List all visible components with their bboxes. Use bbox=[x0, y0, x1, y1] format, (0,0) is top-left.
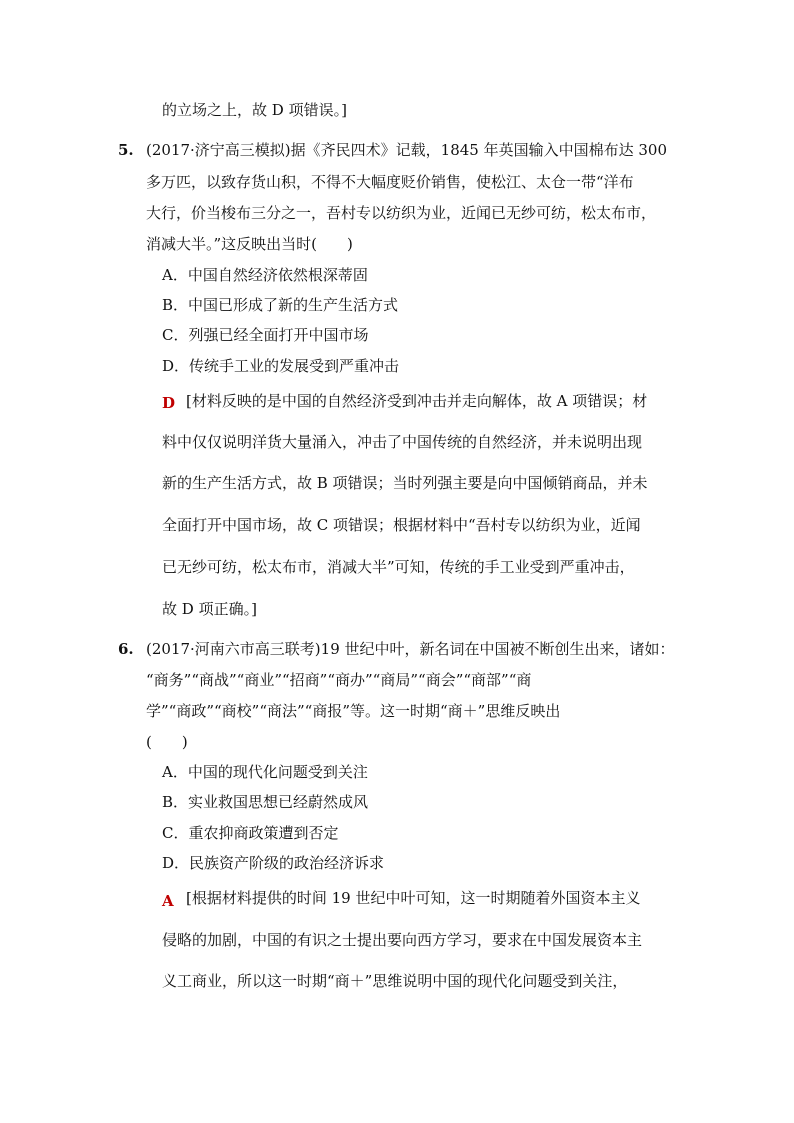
question-5-explanation-line: 故 D 项正确。] bbox=[162, 600, 257, 618]
question-6-explanation-line: [根据材料提供的时间 19 世纪中叶可知，这一时期随着外国资本主义 bbox=[186, 889, 641, 907]
question-6-option-a: A．中国的现代化问题受到关注 bbox=[162, 763, 368, 781]
question-5-explanation-line: 新的生产生活方式，故 B 项错误；当时列强主要是向中国倾销商品，并未 bbox=[162, 474, 648, 492]
question-6-option-b: B．实业救国思想已经蔚然成风 bbox=[162, 793, 369, 811]
question-6-stem-line: 学”“商政”“商校”“商法”“商报”等。这一时期“商＋”思维反映出 bbox=[146, 702, 561, 720]
question-5-stem-line: (2017·济宁高三模拟)据《齐民四术》记载，1845 年英国输入中国棉布达 300 bbox=[146, 141, 667, 159]
question-6-stem-line: “商务”“商战”“商业”“招商”“商办”“商局”“商会”“商部”“商 bbox=[146, 671, 532, 689]
question-5-option-b: B．中国已形成了新的生产生活方式 bbox=[162, 296, 399, 314]
question-6-option-d: D．民族资产阶级的政治经济诉求 bbox=[162, 854, 385, 872]
question-5-explanation-line: [材料反映的是中国的自然经济受到冲击并走向解体，故 A 项错误；材 bbox=[186, 392, 648, 410]
question-5-option-a: A．中国自然经济依然根深蒂固 bbox=[162, 266, 368, 284]
question-6-number: 6. bbox=[118, 640, 134, 658]
question-6-stem-line: (2017·河南六市高三联考)19 世纪中叶，新名词在中国被不断创生出来，诸如： bbox=[146, 640, 675, 658]
question-6-stem-line: ( ) bbox=[146, 733, 188, 751]
question-5-number: 5. bbox=[118, 141, 134, 159]
question-5-stem-line: 消减大半。”这反映出当时( ) bbox=[146, 235, 353, 253]
question-5-answer: D bbox=[162, 394, 176, 412]
question-5-option-d: D．传统手工业的发展受到严重冲击 bbox=[162, 357, 400, 375]
question-5-explanation-line: 全面打开中国市场，故 C 项错误；根据材料中“吾村专以纺织为业，近闻 bbox=[162, 516, 641, 534]
question-6-explanation-line: 侵略的加剧，中国的有识之士提出要向西方学习，要求在中国发展资本主 bbox=[162, 931, 643, 949]
question-5-stem-line: 多万匹，以致存货山积，不得不大幅度贬价销售，使松江、太仓一带“洋布 bbox=[146, 173, 634, 191]
question-6-explanation-line: 义工商业，所以这一时期“商＋”思维说明中国的现代化问题受到关注， bbox=[162, 972, 628, 990]
question-5-stem-line: 大行，价当梭布三分之一，吾村专以纺织为业，近闻已无纱可纺，松太布市， bbox=[146, 204, 657, 222]
question-6-option-c: C．重农抑商政策遭到否定 bbox=[162, 824, 339, 842]
explanation-continuation: 的立场之上，故 D 项错误。] bbox=[162, 101, 347, 119]
question-5-option-c: C．列强已经全面打开中国市场 bbox=[162, 326, 369, 344]
question-5-explanation-line: 料中仅仅说明洋货大量涌入，冲击了中国传统的自然经济，并未说明出现 bbox=[162, 433, 643, 451]
question-5-explanation-line: 已无纱可纺，松太布市，消减大半”可知，传统的手工业受到严重冲击， bbox=[162, 558, 635, 576]
question-6-answer: A bbox=[162, 892, 174, 910]
